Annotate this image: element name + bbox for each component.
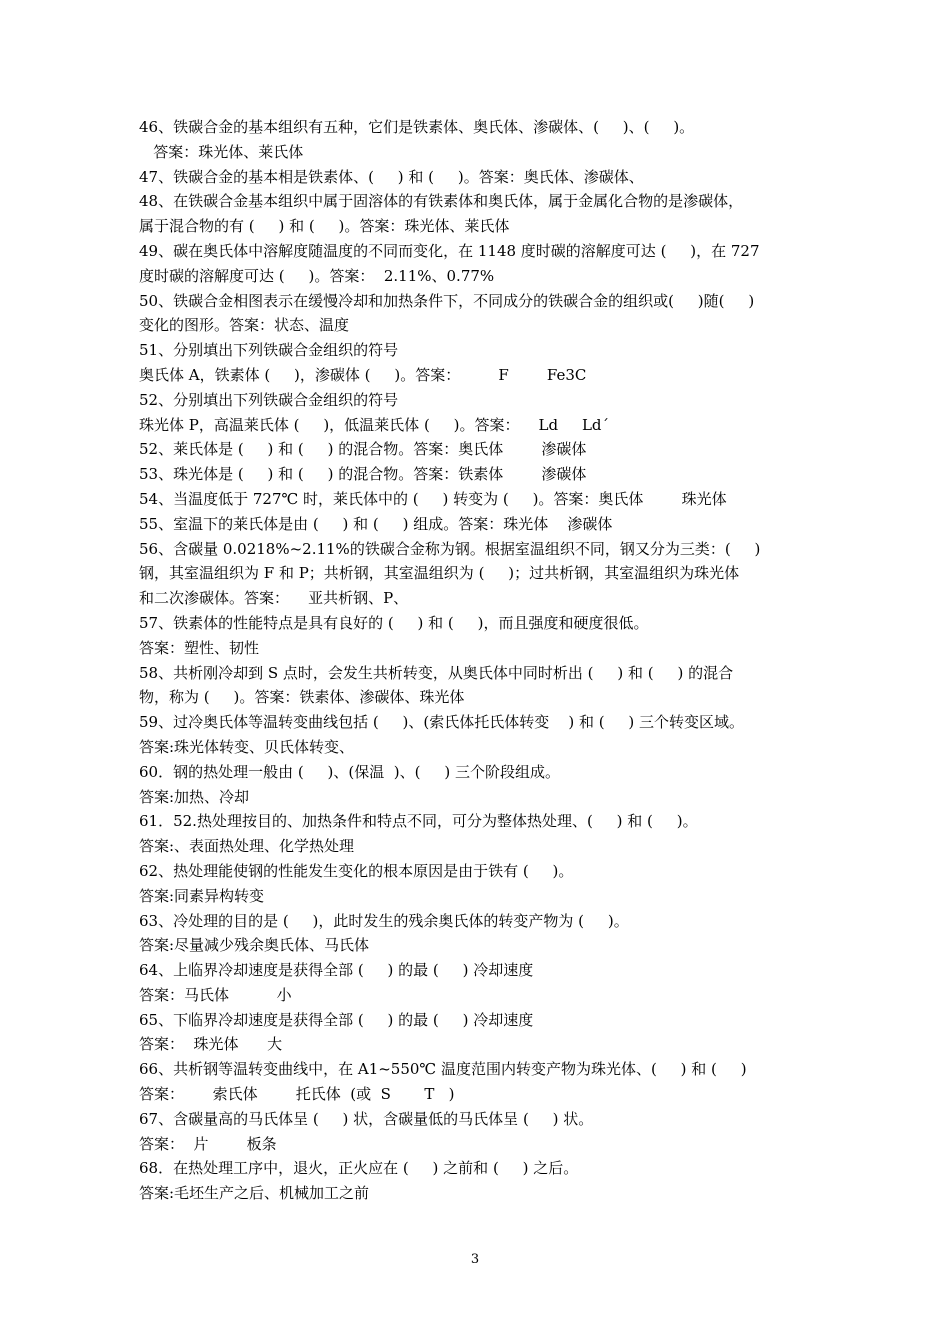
- text-line: 56、含碳量 0.0218%~2.11%的铁碳合金称为钢。根据室温组织不同，钢又分为三类：( ): [139, 539, 761, 558]
- text-line: 52、莱氏体是 ( ) 和 ( ) 的混合物。答案：奥氏体 渗碳体: [139, 440, 587, 459]
- text-line: 物，称为 ( )。答案：铁素体、渗碳体、珠光体: [139, 688, 465, 707]
- text-line: 60．钢的热处理一般由 ( )、(保温 )、( ) 三个阶段组成。: [139, 762, 560, 781]
- text-line: 答案:珠光体转变、贝氏体转变、: [139, 737, 355, 756]
- question-list: [139, 115, 819, 1206]
- text-line: 答案:尽量减少残余奥氏体、马氏体: [139, 936, 370, 955]
- text-line: 49、碳在奥氏体中溶解度随温度的不同而变化，在 1148 度时碳的溶解度可达 ( )，在 727: [139, 241, 760, 260]
- text-line: 52、分别填出下列铁碳合金组织的符号: [139, 390, 399, 409]
- text-line: 50、铁碳合金相图表示在缓慢冷却和加热条件下，不同成分的铁碳合金的组织或( )随( ): [139, 291, 755, 310]
- text-line: 51、分别填出下列铁碳合金组织的符号: [139, 341, 399, 360]
- text-line: 64、上临界冷却速度是获得全部 ( ) 的最 ( ) 冷却速度: [139, 961, 534, 980]
- text-line: 属于混合物的有 ( ) 和 ( )。答案：珠光体、莱氏体: [139, 217, 510, 236]
- text-line: 答案:毛坯生产之后、机械加工之前: [139, 1184, 370, 1203]
- text-line: 珠光体 P，高温莱氏体 ( )，低温莱氏体 ( )。答案： Ld Ld´: [139, 415, 610, 434]
- text-line: 答案：珠光体、莱氏体: [139, 142, 304, 161]
- text-line: 66、共析钢等温转变曲线中，在 A1~550℃ 温度范围内转变产物为珠光体、( ) 和 ( ): [139, 1060, 747, 1079]
- text-line: 答案：塑性、韧性: [139, 638, 260, 657]
- text-line: 奥氏体 A，铁素体 ( )，渗碳体 ( )。答案： F Fe3C: [139, 365, 587, 384]
- text-line: 62、热处理能使钢的性能发生变化的根本原因是由于铁有 ( )。: [139, 861, 574, 880]
- text-line: 答案:同素异构转变: [139, 886, 265, 905]
- text-line: 59、过冷奥氏体等温转变曲线包括 ( )、(索氏体托氏体转变 ) 和 ( ) 三个转变区域。: [139, 713, 745, 732]
- text-line: 答案： 索氏体 托氏体 (或 S T ): [139, 1085, 455, 1104]
- text-line: 和二次渗碳体。答案： 亚共析钢、P、: [139, 589, 409, 608]
- text-line: 57、铁素体的性能特点是具有良好的 ( ) 和 ( )，而且强度和硬度很低。: [139, 613, 649, 632]
- text-line: 63、冷处理的目的是 ( )，此时发生的残余奥氏体的转变产物为 ( )。: [139, 911, 629, 930]
- text-line: 55、室温下的莱氏体是由 ( ) 和 ( ) 组成。答案：珠光体 渗碳体: [139, 514, 613, 533]
- text-line: 答案:加热、冷却: [139, 787, 250, 806]
- page-number: 3: [470, 1252, 480, 1267]
- text-line: 答案： 片 板条: [139, 1134, 277, 1153]
- text-line: 答案:、表面热处理、化学热处理: [139, 837, 355, 856]
- text-line: 68．在热处理工序中，退火，正火应在 ( ) 之前和 ( ) 之后。: [139, 1159, 579, 1178]
- text-line: 47、铁碳合金的基本相是铁素体、( ) 和 ( )。答案：奥氏体、渗碳体、: [139, 167, 644, 186]
- text-line: 58、共析刚冷却到 S 点时，会发生共析转变，从奥氏体中同时析出 ( ) 和 ( ) 的混合: [139, 663, 734, 682]
- text-line: 变化的图形。答案：状态、温度: [139, 316, 350, 335]
- text-line: 65、下临界冷却速度是获得全部 ( ) 的最 ( ) 冷却速度: [139, 1010, 534, 1029]
- text-line: 54、当温度低于 727℃ 时，莱氏体中的 ( ) 转变为 ( )。答案：奥氏体 珠光体: [139, 489, 727, 508]
- text-line: 答案： 珠光体 大: [139, 1035, 283, 1054]
- text-line: 61．52.热处理按目的、加热条件和特点不同，可分为整体热处理、( ) 和 ( )。: [139, 812, 698, 831]
- text-line: 答案：马氏体 小: [139, 985, 292, 1004]
- text-line: 53、珠光体是 ( ) 和 ( ) 的混合物。答案：铁素体 渗碳体: [139, 465, 587, 484]
- text-line: 67、含碳量高的马氏体呈 ( ) 状，含碳量低的马氏体呈 ( ) 状。: [139, 1109, 594, 1128]
- text-line: 度时碳的溶解度可达 ( )。答案： 2.11%、0.77%: [139, 266, 495, 285]
- text-line: 钢，其室温组织为 F 和 P；共析钢，其室温组织为 ( )；过共析钢，其室温组织为珠光体: [139, 564, 740, 583]
- text-line: 48、在铁碳合金基本组织中属于固溶体的有铁素体和奥氏体，属于金属化合物的是渗碳体，: [139, 192, 744, 211]
- text-line: 46、铁碳合金的基本组织有五种，它们是铁素体、奥氏体、渗碳体、( )、( )。: [139, 118, 695, 136]
